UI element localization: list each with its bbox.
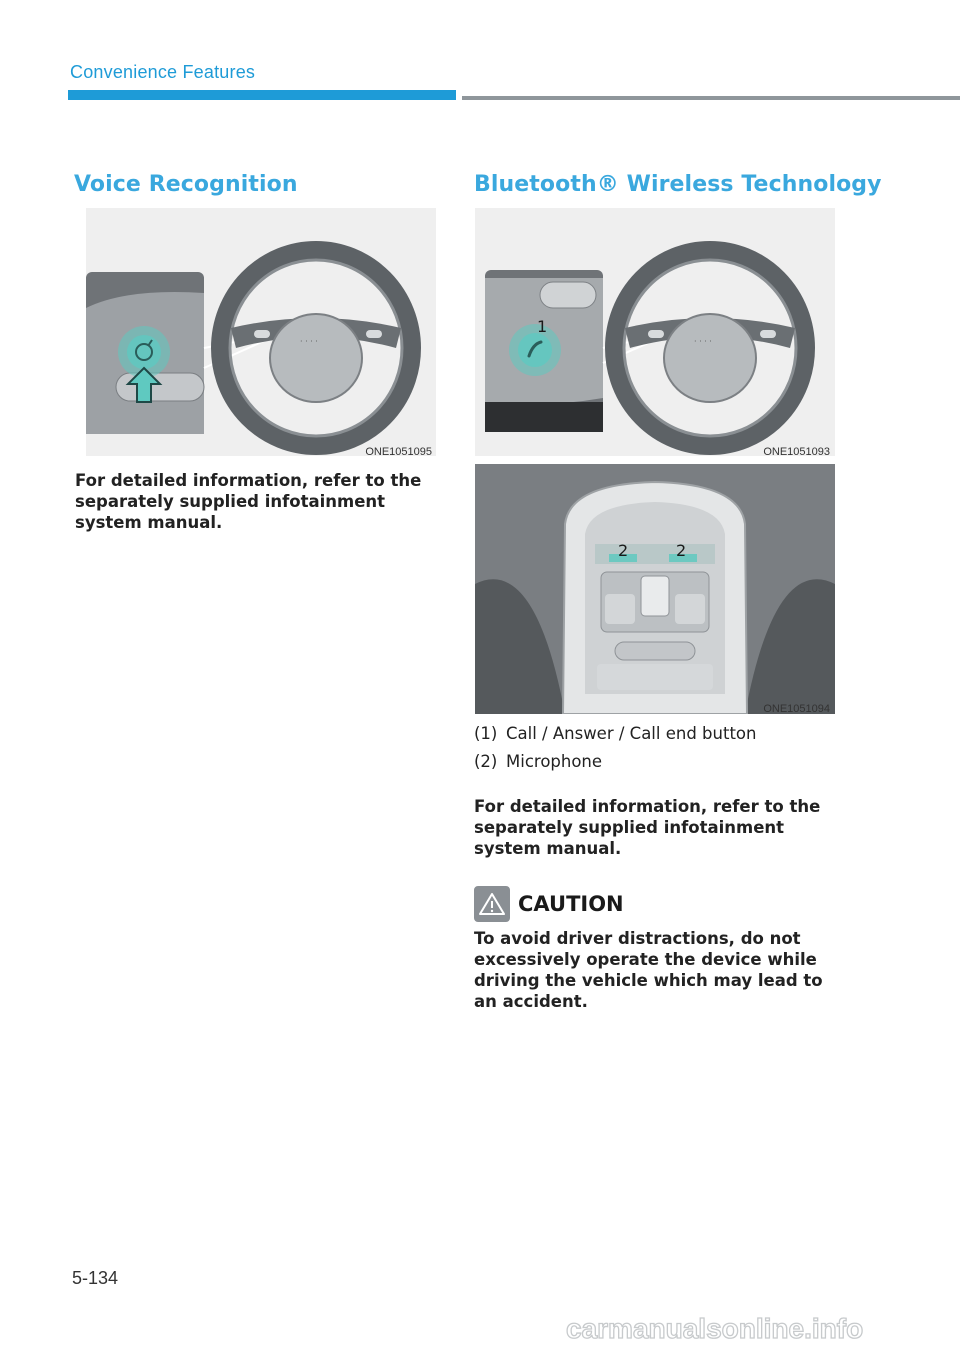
caution-title: CAUTION xyxy=(518,892,624,916)
legend-text: Call / Answer / Call end button xyxy=(506,724,757,743)
running-header: Convenience Features xyxy=(70,62,256,82)
callout-2a: 2 xyxy=(618,541,629,560)
legend-number: (2) xyxy=(474,752,498,771)
legend-text: Microphone xyxy=(506,752,603,771)
watermark-text: carmanualsonline.info xyxy=(566,1313,864,1344)
callout-2b: 2 xyxy=(676,541,687,560)
bluetooth-paragraph: For detailed information, refer to the separately supplied infotainment system manual. xyxy=(474,797,821,858)
legend-item xyxy=(474,752,834,780)
caution-heading xyxy=(474,886,624,922)
overhead-console-illustration xyxy=(475,464,835,714)
header-rule-grey xyxy=(462,96,960,100)
warning-icon xyxy=(474,886,510,922)
steering-wheel-phone-illustration xyxy=(475,208,835,456)
steering-wheel-voice-illustration xyxy=(86,208,436,456)
figure-code-2: ONE1051094 xyxy=(763,703,830,715)
header-rule-blue xyxy=(68,90,456,100)
bluetooth-figure-2 xyxy=(475,464,835,714)
voice-paragraph: For detailed information, refer to the separately supplied infotainment system manual. xyxy=(75,471,422,532)
page-number: 5-134 xyxy=(72,1268,119,1288)
svg-text:· · · ·: · · · · xyxy=(694,337,712,346)
svg-text:· · · ·: · · · · xyxy=(300,337,318,346)
callout-legend xyxy=(474,724,834,780)
watermark xyxy=(562,1308,960,1350)
bluetooth-figure-1 xyxy=(475,208,835,456)
caution-text: To avoid driver distractions, do not excessively operate the device while driving the vehicle which may lead to an accident. xyxy=(474,929,823,1011)
voice-recognition-figure xyxy=(86,208,436,456)
voice-recognition-title: Voice Recognition xyxy=(74,172,298,197)
legend-number: (1) xyxy=(474,724,498,743)
legend-item xyxy=(474,724,834,752)
figure-code-1: ONE1051093 xyxy=(763,446,830,458)
callout-1: 1 xyxy=(537,317,548,336)
bluetooth-title: Bluetooth® Wireless Technology xyxy=(474,172,882,197)
figure-code: ONE1051095 xyxy=(365,446,432,458)
